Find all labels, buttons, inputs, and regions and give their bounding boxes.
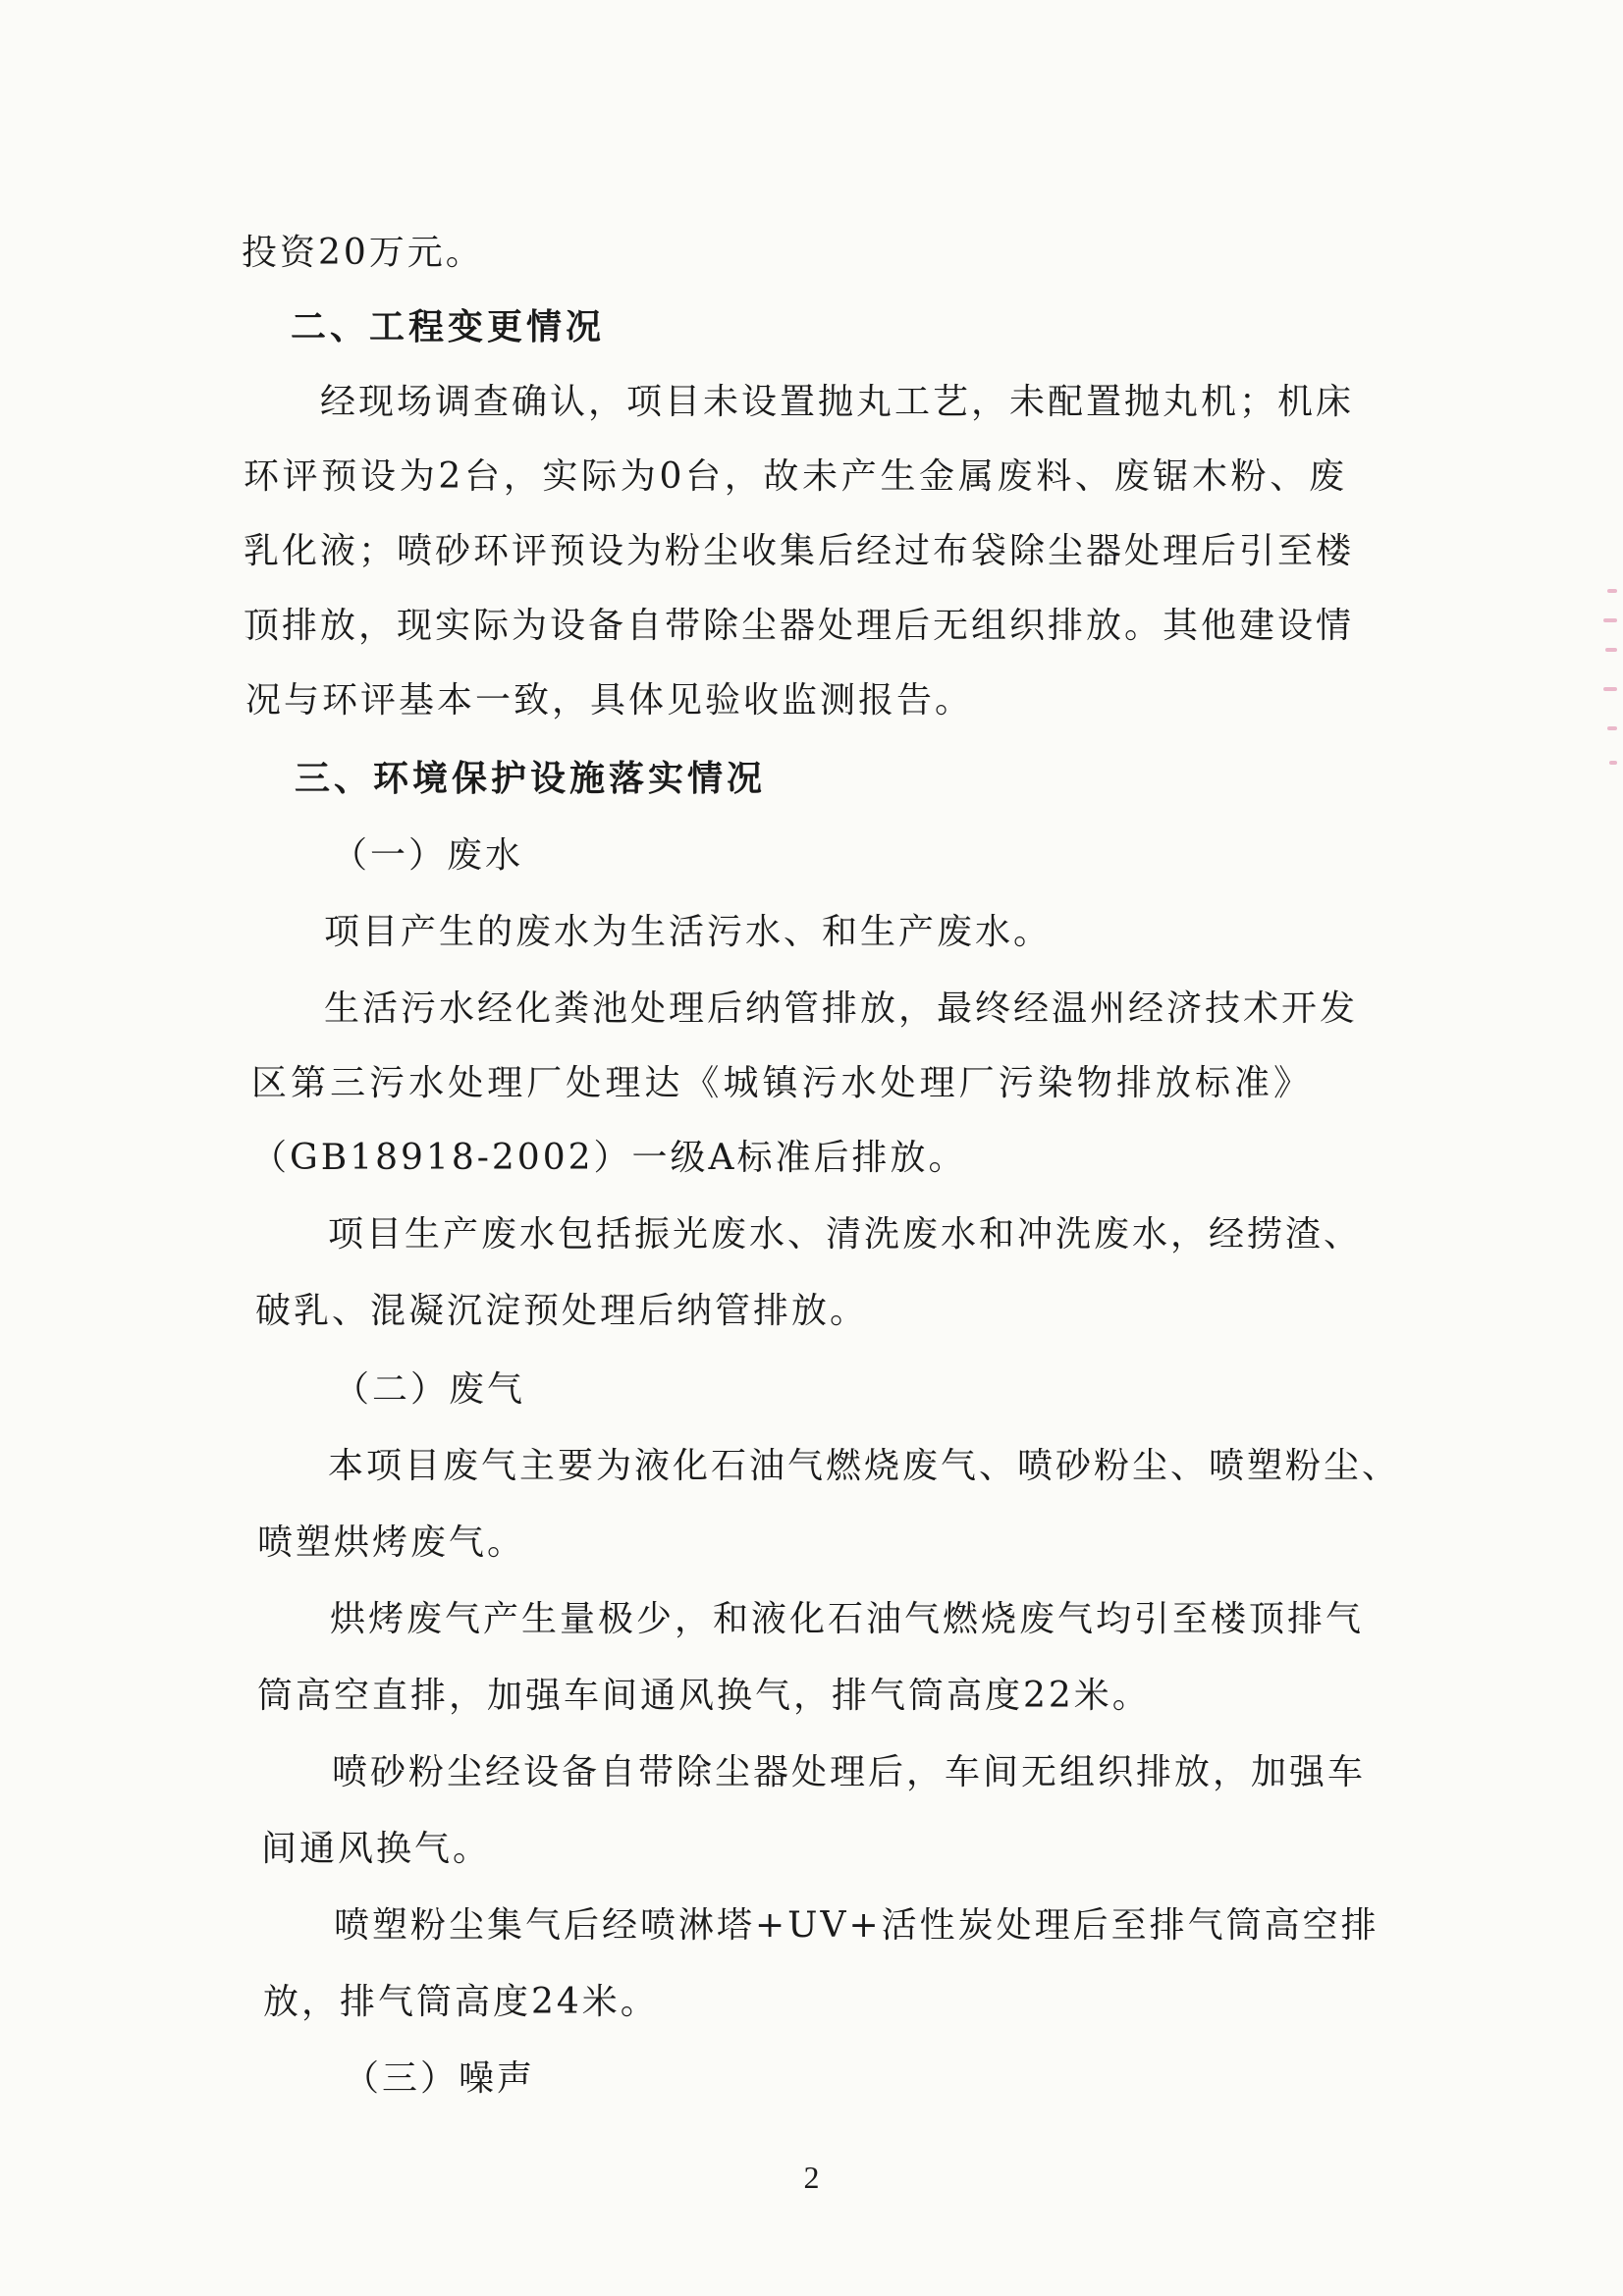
seal-edge-mark	[1594, 589, 1623, 785]
text-line-21: 喷砂粉尘经设备自带除尘器处理后，车间无组织排放，加强车	[332, 1752, 1367, 1792]
text-line-10: 项目产生的废水为生活污水、和生产废水。	[324, 912, 1053, 952]
text-line-13: （GB18918-2002）一级A标准后排放。	[251, 1138, 967, 1178]
text-line-15: 破乳、混凝沉淀预处理后纳管排放。	[255, 1291, 869, 1331]
text-line-4: 环评预设为2台，实际为0台，故未产生金属废料、废锯木粉、废	[243, 456, 1347, 497]
text-line-11: 生活污水经化粪池处理后纳管排放，最终经温州经济技术开发	[324, 988, 1359, 1029]
text-line-1: 投资20万元。	[242, 233, 484, 273]
text-line-3: 经现场调查确认，项目未设置抛丸工艺，未配置抛丸机；机床	[320, 382, 1355, 422]
section-heading-2: 二、工程变更情况	[291, 307, 606, 347]
page-number: 2	[803, 2160, 820, 2195]
text-line-22: 间通风换气。	[261, 1829, 492, 1869]
text-line-20: 筒高空直排，加强车间通风换气，排气筒高度22米。	[257, 1676, 1151, 1716]
text-line-19: 烘烤废气产生量极少，和液化石油气燃烧废气均引至楼顶排气	[330, 1599, 1365, 1639]
text-line-12: 区第三污水处理厂处理达《城镇污水处理厂污染物排放标准》	[251, 1063, 1312, 1103]
text-line-24: 放，排气筒高度24米。	[263, 1982, 659, 2022]
text-line-6: 顶排放，现实际为设备自带除尘器处理后无组织排放。其他建设情	[243, 606, 1355, 646]
text-line-14: 项目生产废水包括振光废水、清洗废水和冲洗废水，经捞渣、	[328, 1214, 1363, 1255]
text-line-17: 本项目废气主要为液化石油气燃烧废气、喷砂粉尘、喷塑粉尘、	[328, 1446, 1401, 1486]
section-heading-3: 三、环境保护设施落实情况	[295, 759, 767, 799]
text-line-5: 乳化液；喷砂环评预设为粉尘收集后经过布袋除尘器处理后引至楼	[243, 531, 1355, 571]
text-line-7: 况与环评基本一致，具体见验收监测报告。	[245, 680, 974, 721]
subheading-wastewater: （一）废水	[332, 835, 524, 876]
subheading-waste-gas: （二）废气	[334, 1369, 526, 1410]
text-line-23: 喷塑粉尘集气后经喷淋塔+UV+活性炭处理后至排气筒高空排	[334, 1905, 1380, 1946]
text-line-18: 喷塑烘烤废气。	[257, 1522, 526, 1563]
subheading-noise: （三）噪声	[344, 2058, 536, 2099]
